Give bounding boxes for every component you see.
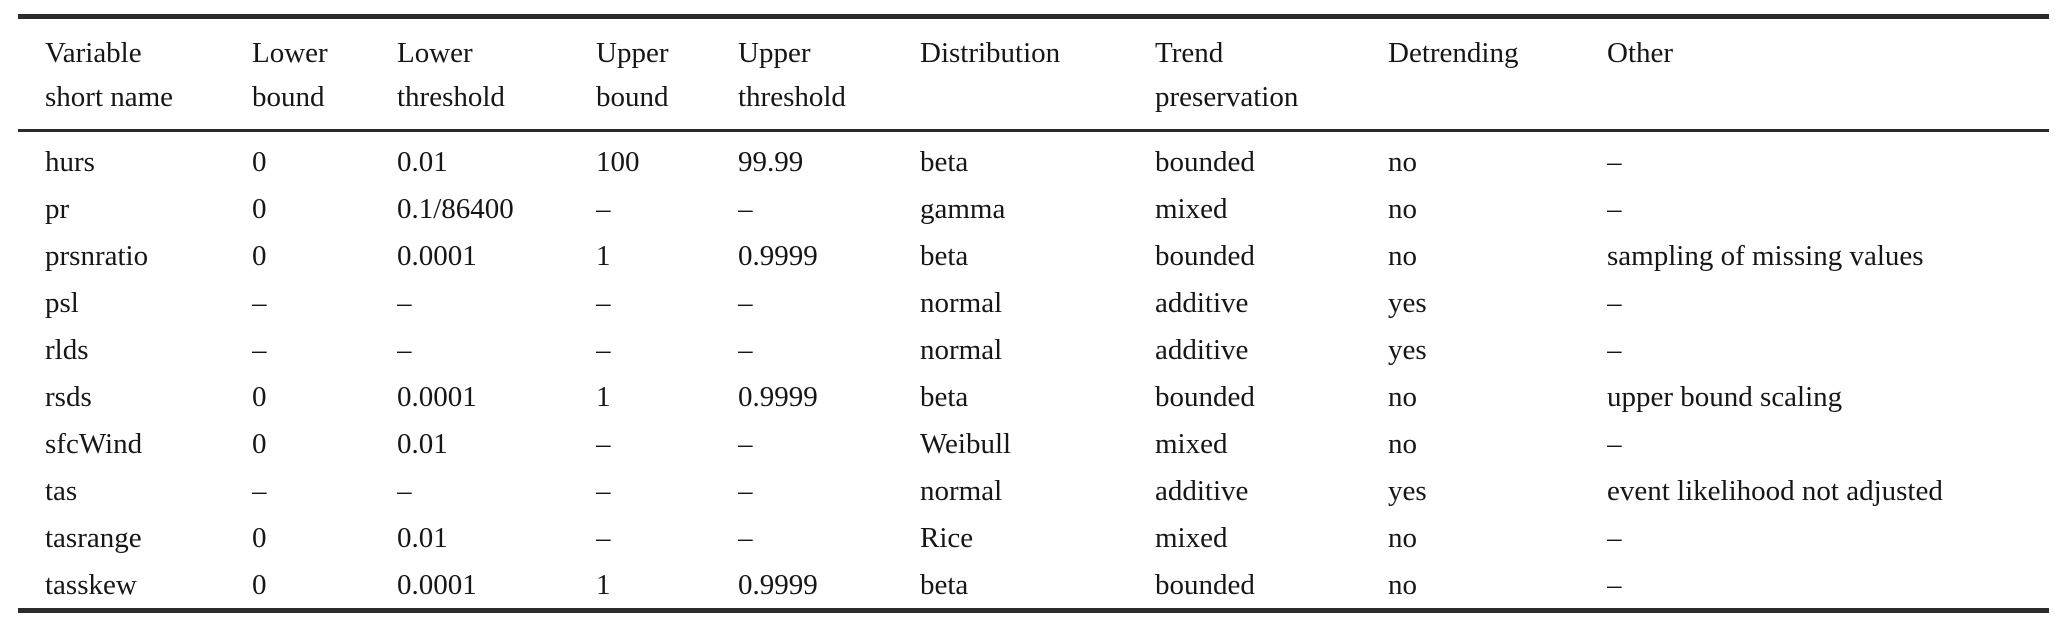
table-cell: additive [1155,474,1249,507]
table-row [18,131,2049,186]
table-cell: no [1388,521,1417,554]
table-cell: – [738,286,753,319]
table-cell: 0 [252,192,267,225]
table-header [18,17,2049,131]
table-cell: – [397,474,412,507]
header-line: Detrending [1388,37,1519,69]
table-cell: yes [1388,474,1427,507]
header-line: Trend [1155,37,1224,69]
col-header-trend-preservation [1155,17,1388,131]
table-cell: 0.9999 [738,380,818,413]
table-row [18,561,2049,611]
table-cell: 0.0001 [397,239,477,272]
header-line: Upper [596,37,669,69]
header-line: Lower [397,37,473,69]
table-cell: – [596,427,611,460]
table-cell: bounded [1155,145,1255,178]
table-cell: – [596,474,611,507]
table-cell: bounded [1155,239,1255,272]
table-cell: normal [920,333,1003,366]
table-cell: mixed [1155,427,1228,460]
table-cell: – [596,192,611,225]
table-cell: tas [45,474,78,507]
table-cell: 0.9999 [738,239,818,272]
table-cell: Weibull [920,427,1012,460]
table-cell: – [738,333,753,366]
table-cell: bounded [1155,568,1255,601]
table-cell: – [1607,427,1622,460]
table-cell: mixed [1155,521,1228,554]
table-cell: 100 [596,145,640,178]
table-cell: normal [920,474,1003,507]
table-cell: 0.9999 [738,568,818,601]
table-cell: sampling of missing values [1607,239,1924,272]
col-header-distribution [920,17,1155,131]
table-cell: 0 [252,145,267,178]
table-cell: 0 [252,239,267,272]
header-line: threshold [397,81,505,113]
table-cell: – [596,286,611,319]
table-cell: – [738,474,753,507]
table-cell: yes [1388,286,1427,319]
table-cell: bounded [1155,380,1255,413]
header-row [18,17,2049,131]
table-cell: no [1388,380,1417,413]
table-cell: sfcWind [45,427,143,460]
table-row [18,326,2049,373]
table-cell: rlds [45,333,89,366]
table-cell: 0 [252,380,267,413]
header-line: bound [596,81,669,113]
table-cell: 0 [252,521,267,554]
table-cell: 1 [596,239,611,272]
table-cell: tasskew [45,568,137,601]
table-cell: – [397,286,412,319]
table-body [18,131,2049,611]
table-row [18,373,2049,420]
variables-table [18,14,2049,613]
table-cell: beta [920,568,969,601]
table-cell: – [1607,333,1622,366]
table-cell: no [1388,239,1417,272]
table-cell: 0.1/86400 [397,192,514,225]
table-cell: – [1607,521,1622,554]
table-cell: – [738,427,753,460]
table-cell: 1 [596,568,611,601]
table-cell: – [252,286,267,319]
col-header-variable-short-name [18,17,252,131]
table-cell: – [596,521,611,554]
table-cell: 1 [596,380,611,413]
header-line: Variable [45,37,142,69]
table-cell: no [1388,427,1417,460]
table-cell: beta [920,239,969,272]
table-row [18,420,2049,467]
table-cell: event likelihood not adjusted [1607,474,1943,507]
table-cell: – [1607,286,1622,319]
table-row [18,232,2049,279]
col-header-other [1607,17,2049,131]
table-cell: tasrange [45,521,142,554]
table-cell: 0.0001 [397,568,477,601]
table-cell: yes [1388,333,1427,366]
header-line: Upper [738,37,811,69]
table-cell: – [1607,192,1622,225]
col-header-upper-bound [596,17,738,131]
table-row [18,467,2049,514]
table-cell: upper bound scaling [1607,380,1843,413]
table-cell: additive [1155,286,1249,319]
table-cell: pr [45,192,70,225]
table-cell: – [1607,568,1622,601]
table-cell: rsds [45,380,92,413]
header-line: preservation [1155,81,1299,113]
table-cell: – [252,333,267,366]
table-row [18,185,2049,232]
table-cell: – [1607,145,1622,178]
header-line: Lower [252,37,328,69]
table-cell: gamma [920,192,1006,225]
table-cell: normal [920,286,1003,319]
table-cell: – [397,333,412,366]
col-header-upper-threshold [738,17,920,131]
header-line: short name [45,81,174,113]
table-row [18,279,2049,326]
header-line: Distribution [920,37,1061,69]
table-cell: psl [45,286,79,319]
header-line: Other [1607,37,1674,69]
table-cell: 0.01 [397,145,448,178]
table-cell: 0 [252,568,267,601]
header-line: bound [252,81,325,113]
table-cell: no [1388,145,1417,178]
col-header-lower-threshold [397,17,596,131]
table-cell: 0.0001 [397,380,477,413]
table-cell: hurs [45,145,95,178]
col-header-lower-bound [252,17,397,131]
table-cell: 0 [252,427,267,460]
table-cell: beta [920,145,969,178]
table-cell: beta [920,380,969,413]
table-cell: 0.01 [397,427,448,460]
table-cell: – [738,521,753,554]
table-cell: – [252,474,267,507]
table-cell: prsnratio [45,239,149,272]
table-cell: – [738,192,753,225]
table-cell: Rice [920,521,974,554]
header-line: threshold [738,81,846,113]
table-cell: mixed [1155,192,1228,225]
table-cell: additive [1155,333,1249,366]
table-cell: 99.99 [738,145,804,178]
table-cell: – [596,333,611,366]
table-cell: no [1388,568,1417,601]
table-cell: no [1388,192,1417,225]
col-header-detrending [1388,17,1607,131]
table-cell: 0.01 [397,521,448,554]
table-row [18,514,2049,561]
